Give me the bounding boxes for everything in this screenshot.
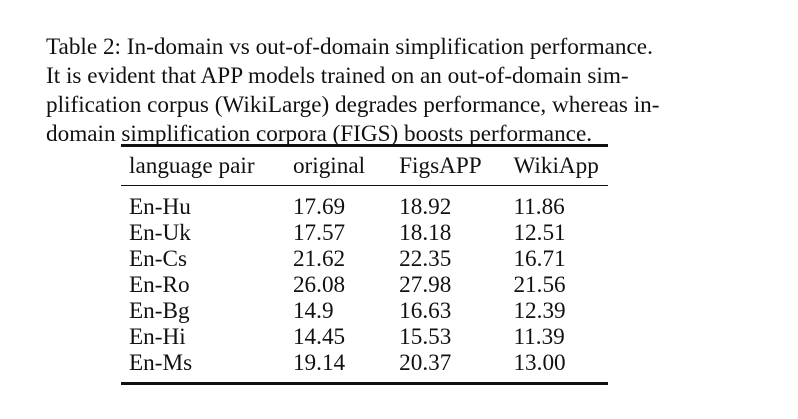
caption-line: It is evident that APP models trained on an out-of-domain sim- <box>46 63 629 89</box>
language-pair-cell: En-Bg <box>129 298 190 324</box>
language-pair-cell: En-Hi <box>129 324 186 350</box>
original-score-cell: 19.14 <box>292 350 346 376</box>
original-score-cell: 17.57 <box>292 220 346 246</box>
header-original: original <box>293 146 399 186</box>
wikiapp-score-cell: 12.51 <box>513 220 566 246</box>
figsapp-score-cell: 15.53 <box>399 324 452 350</box>
wikiapp-score-cell: 11.86 <box>513 194 565 220</box>
original-score-cell: 14.9 <box>292 298 334 324</box>
header-language-pair: language pair <box>121 146 293 186</box>
header-figsapp: FigsAPP <box>399 146 513 186</box>
figsapp-score-cell: 18.18 <box>399 220 452 246</box>
header-wikiapp: WikiApp <box>513 146 608 186</box>
figsapp-score-cell: 20.37 <box>399 350 452 376</box>
wikiapp-score-cell: 11.39 <box>513 324 565 350</box>
table-row <box>121 272 608 298</box>
language-pair-cell: En-Ms <box>129 350 193 376</box>
table-row <box>121 186 608 221</box>
table-row <box>121 324 608 350</box>
wikiapp-score-cell: 16.71 <box>513 246 566 272</box>
caption-line: domain simplification corpora (FIGS) boosts performance. <box>46 121 593 147</box>
language-pair-cell: En-Hu <box>129 194 191 220</box>
table-caption <box>46 33 766 149</box>
figsapp-score-cell: 16.63 <box>399 298 452 324</box>
caption-line: plification corpus (WikiLarge) degrades performance, whereas in- <box>46 92 660 118</box>
table-header-row <box>121 146 608 186</box>
original-score-cell: 14.45 <box>292 324 346 350</box>
figsapp-score-cell: 27.98 <box>399 272 452 298</box>
language-pair-cell: En-Ro <box>129 272 190 298</box>
wikiapp-score-cell: 21.56 <box>513 272 566 298</box>
table-row <box>121 298 608 324</box>
language-pair-cell: En-Cs <box>129 246 187 272</box>
original-score-cell: 26.08 <box>292 272 346 298</box>
figsapp-score-cell: 18.92 <box>399 194 452 220</box>
language-pair-cell: En-Uk <box>129 220 191 246</box>
original-score-cell: 17.69 <box>292 194 346 220</box>
wikiapp-score-cell: 12.39 <box>513 298 566 324</box>
wikiapp-score-cell: 13.00 <box>513 350 566 376</box>
original-score-cell: 21.62 <box>292 246 346 272</box>
caption-line: Table 2: In-domain vs out-of-domain simplification performance. <box>46 34 653 60</box>
results-table <box>121 144 608 385</box>
table-row <box>121 350 608 384</box>
figsapp-score-cell: 22.35 <box>399 246 452 272</box>
table-row <box>121 220 608 246</box>
table-row <box>121 246 608 272</box>
